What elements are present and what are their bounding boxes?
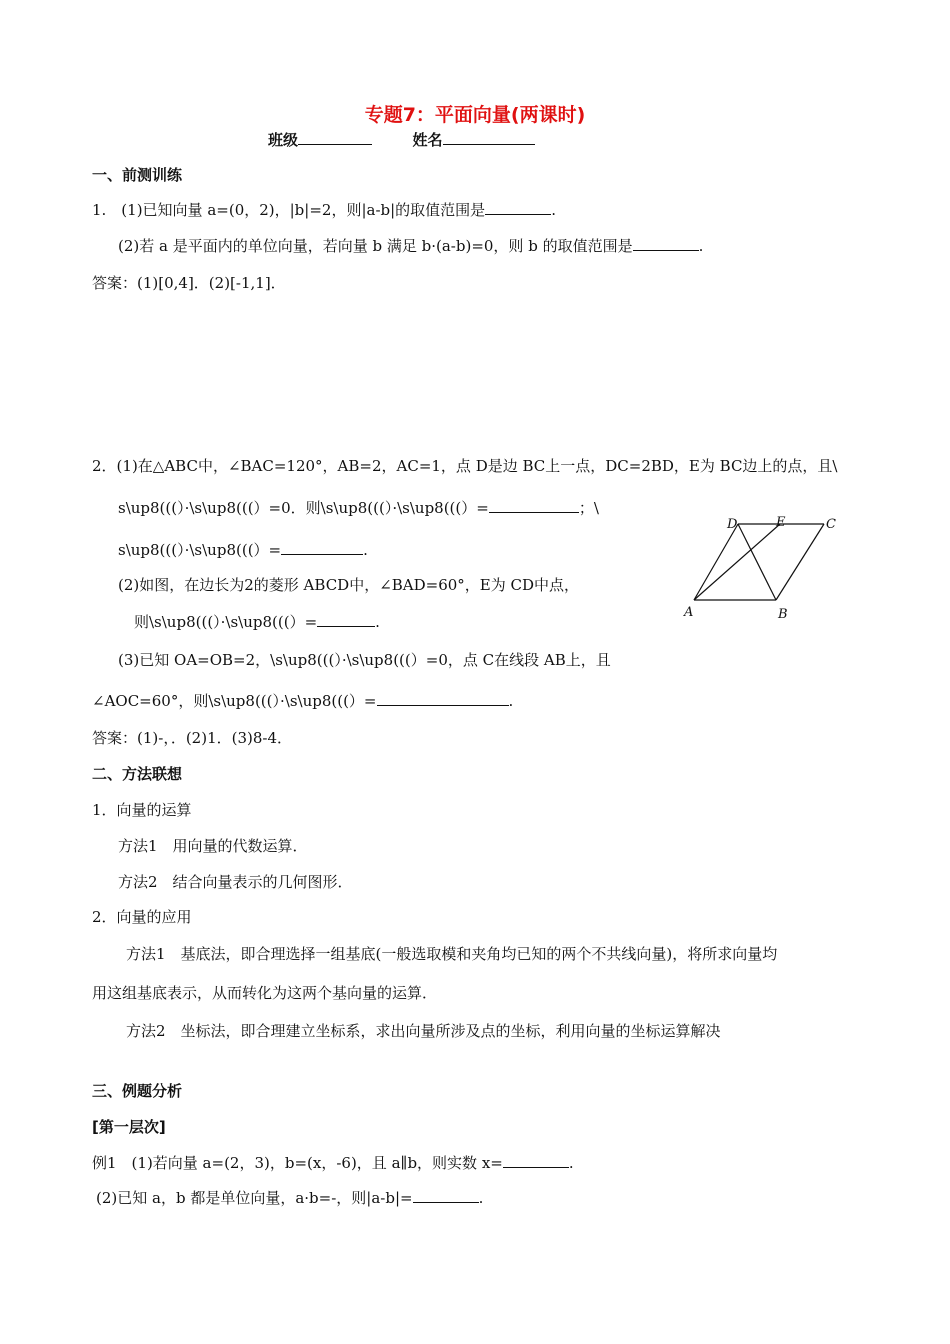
page-title: 专题7：平面向量(两课时) xyxy=(364,104,586,126)
diagonal-db xyxy=(738,524,776,600)
period: . xyxy=(363,541,368,559)
name-label: 姓名 xyxy=(412,131,443,149)
example-1-part-1 xyxy=(92,1153,574,1173)
question-1-part-1-text: 1. (1)已知向量 a=(0，2)，|b|=2，则|a-b|的取值范围是 xyxy=(92,201,486,219)
period: . xyxy=(568,1154,574,1172)
answer-blank[interactable] xyxy=(489,498,579,513)
method-3-line-2: 用这组基底表示，从而转化为这两个基向量的运算． xyxy=(92,984,438,1002)
methods-heading-2: 2．向量的应用 xyxy=(92,908,192,926)
question-1-part-2-text: (2)若 a 是平面内的单位向量，若向量 b 满足 b·(a-b)=0，则 b 的取值范围是 xyxy=(118,237,633,255)
question-2-part-2-ask xyxy=(134,612,380,632)
period: . xyxy=(698,237,704,255)
answer-1: 答案：(1)[0,4]．(2)[-1,1]． xyxy=(92,274,286,292)
question-2-line-2-text: s\up8(((）·\s\up8(((）=0．则\s\up8(((）·\s\up8(((）= xyxy=(118,499,489,517)
answer-blank[interactable] xyxy=(633,236,699,251)
label-d: D xyxy=(727,517,738,532)
example-1-part-2-text: (2)已知 a，b 都是单位向量，a·b=-，则|a-b|= xyxy=(96,1189,413,1207)
answer-blank[interactable] xyxy=(281,540,363,555)
segment-ae xyxy=(694,524,780,600)
question-2-line-3-text: s\up8(((）·\s\up8(((）= xyxy=(118,541,282,559)
section-heading-examples: 三、例题分析 xyxy=(92,1082,183,1100)
answer-2: 答案：(1)-，．(2)1．(3)8-4． xyxy=(92,729,293,747)
question-2-part-1: 2．(1)在△ABC中，∠BAC=120°，AB=2，AC=1，点 D是边 BC上一点，DC=2BD，E为 BC边上的点，且\ xyxy=(92,457,838,475)
label-c: C xyxy=(826,517,836,532)
question-2-part-3-ask-text: ∠AOC=60°，则\s\up8(((）·\s\up8(((）= xyxy=(92,692,377,710)
question-1-part-2 xyxy=(118,236,703,256)
answer-blank[interactable] xyxy=(413,1188,479,1203)
separator: ；\ xyxy=(578,499,599,517)
label-b: B xyxy=(778,607,788,622)
rhombus-figure xyxy=(680,512,840,622)
question-2-part-2-ask-text: 则\s\up8(((）·\s\up8(((）= xyxy=(134,613,318,631)
period: . xyxy=(508,692,514,710)
question-2-part-3-ask xyxy=(92,691,513,711)
edge-bc xyxy=(776,524,824,600)
method-3-line-1: 方法1 基底法，即合理选择一组基底(一般选取模和夹角均已知的两个不共线向量)，将所求向量均 xyxy=(126,945,778,963)
answer-blank[interactable] xyxy=(503,1153,569,1168)
method-4: 方法2 坐标法，即合理建立坐标系，求出向量所涉及点的坐标，利用向量的坐标运算解决 xyxy=(126,1022,721,1040)
level-heading: [第一层次] xyxy=(92,1118,166,1136)
period: . xyxy=(478,1189,484,1207)
question-2-part-2: (2)如图，在边长为2的菱形 ABCD中，∠BAD=60°，E为 CD中点， xyxy=(118,576,580,594)
method-1: 方法1 用向量的代数运算． xyxy=(118,837,308,855)
label-a: A xyxy=(684,605,694,620)
name-blank[interactable] xyxy=(443,130,535,145)
question-1-part-1 xyxy=(92,200,556,220)
edge-da xyxy=(694,524,738,600)
methods-heading-1: 1．向量的运算 xyxy=(92,801,192,819)
section-heading-pretest: 一、前测训练 xyxy=(92,166,183,184)
question-2-line-3 xyxy=(118,540,368,560)
answer-blank[interactable] xyxy=(377,691,509,706)
answer-blank[interactable] xyxy=(485,200,551,215)
example-1-part-1-text: 例1 (1)若向量 a=(2，3)，b=(x，-6)，且 a∥b，则实数 x= xyxy=(92,1154,503,1172)
answer-blank[interactable] xyxy=(317,612,375,627)
period: . xyxy=(375,613,380,631)
example-1-part-2 xyxy=(96,1188,483,1208)
method-2: 方法2 结合向量表示的几何图形． xyxy=(118,873,353,891)
question-2-line-2 xyxy=(118,498,599,518)
label-e: E xyxy=(776,515,786,530)
period: . xyxy=(551,201,556,219)
class-label: 班级 xyxy=(268,131,299,149)
question-2-part-3: (3)已知 OA=OB=2，\s\up8(((）·\s\up8(((）=0，点 C在线段 AB上，且 xyxy=(118,651,611,669)
class-name-line xyxy=(268,130,535,150)
class-blank[interactable] xyxy=(298,130,372,145)
section-heading-methods: 二、方法联想 xyxy=(92,765,183,783)
